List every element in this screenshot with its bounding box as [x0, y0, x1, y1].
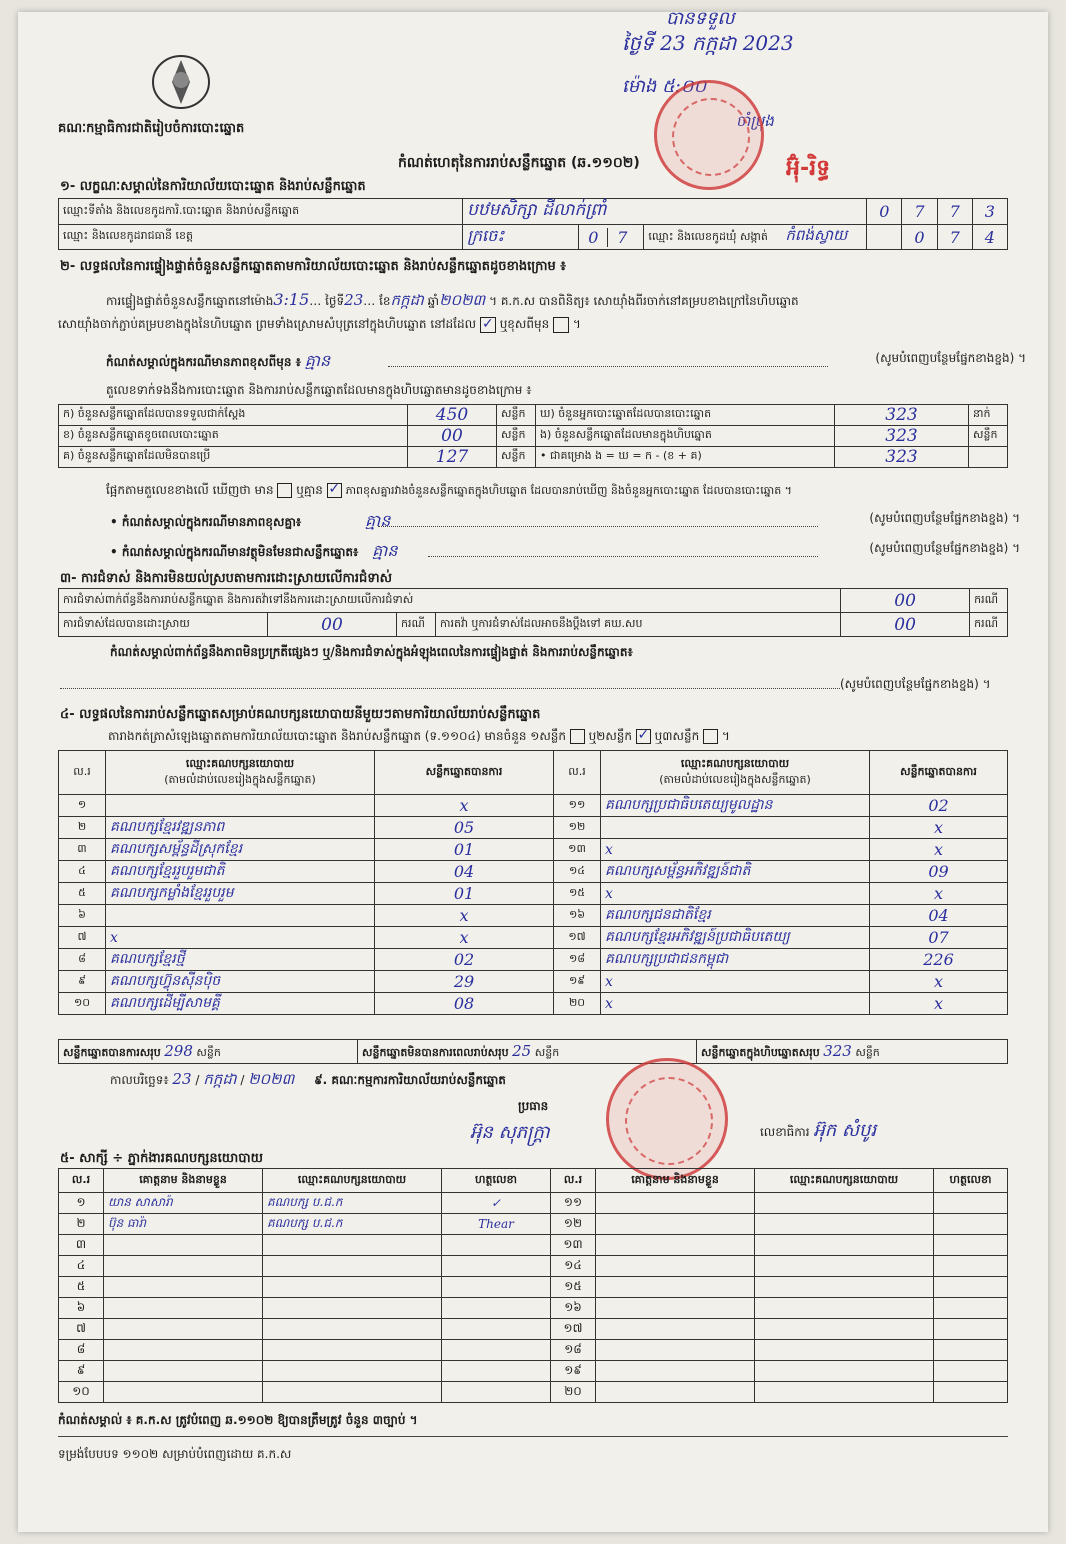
witness-number: ១២: [551, 1214, 596, 1235]
unused-ballots-value: 127: [408, 447, 497, 468]
witness-signature: [442, 1382, 551, 1403]
witness-name: [104, 1340, 263, 1361]
party-votes: 07: [870, 927, 1008, 949]
witness-number: ១៦: [551, 1298, 596, 1319]
results-table: ល.រ ឈ្មោះគណបក្សនយោបាយ (តាមលំដាប់លេខរៀងក្នុងសន្លឹកឆ្នោត) សន្លឹកឆ្នោតបានការ ល.រ ឈ្មោះគណបក្សនយោបាយ (តាមលំដាប់លេខរៀងក្នុងសន្លឹកឆ្នោត) សន្លឹកឆ្នោតបានការ ១ x ១១ គណបក្សប្រជាធិបតេយ្យមូលដ្ឋាន 02 ២ គណបក្សខ្មែរវឌ្ឍនភាព 05 ១២ x ៣ គណបក្សសម្ព័ន្ធដីស្រុកខ្មែរ 01 ១៣ x x ៤ គណបក្សខ្មែររួបរួមជាតិ 04 ១៤ គណបក្សសម្ព័ន្ធអភិវឌ្ឍន៍ជាតិ 09 ៥ គណបក្សកម្លាំងខ្មែររួបរួម 01 ១៥ x x ៦ x ១៦ គណបក្សជនជាតិខ្មែរ 04 ៧ x x ១៧ គណបក្សខ្មែរអភិវឌ្ឍន៍ប្រជាធិបតេយ្យ 07 ៨ គណបក្សខ្មែរថ្មី 02 ១៨ គណបក្សប្រជាជនកម្ពុជា 226 ៩ គណបក្សហ៊្វុនស៊ីនប៉ិច 29 ១៩ x x ១០ គណបក្សដើម្បីសាមគ្គី 08 ២០ x x: [58, 750, 1008, 1015]
witness-row: [59, 1340, 1008, 1361]
form-reference: ទម្រង់បែបបទ ១១០២ សម្រាប់បំពេញដោយ គ.ក.ស: [58, 1447, 292, 1461]
row-number: ៣: [59, 839, 106, 861]
witness-row: [59, 1256, 1008, 1277]
nec-emblem-icon: [150, 52, 212, 110]
verify-day: 23: [344, 291, 364, 309]
results-row: [59, 839, 1008, 861]
witness-number: ៨: [59, 1340, 104, 1361]
ballots-in-box-value: 323: [835, 426, 969, 447]
section2-heading: ២- លទ្ធផលនៃការផ្ទៀងផ្ទាត់ចំនួនសន្លឹកឆ្នោតតាមការិយាល័យបោះឆ្នោត និងរាប់សន្លឹកឆ្នោតដូចខាងក្រោម ៖: [60, 259, 566, 274]
witness-party: [755, 1256, 934, 1277]
ballots-in-box-label: ង) ចំនួនសន្លឹកឆ្នោតដែលមានក្នុងហិបឆ្នោត: [536, 426, 835, 447]
row-number: ១៩: [554, 971, 601, 993]
commune-code-digit: 0: [902, 225, 937, 250]
witness-party: [755, 1382, 934, 1403]
results-row: [59, 795, 1008, 817]
location-code-digit: 3: [972, 199, 1007, 225]
results-row: [59, 993, 1008, 1015]
row-number: ១៤: [554, 861, 601, 883]
row-number: ១២: [554, 817, 601, 839]
witness-name: [104, 1235, 263, 1256]
party-votes: x: [375, 927, 554, 949]
verification-line: ការផ្ទៀងផ្ទាត់ចំនួនសន្លឹកឆ្នោតនៅម៉ោង3:15… ថ្ងៃទី23… ខែកក្កដា ឆ្នាំ២០២៣ ។ គ.ក.ស បានពិនិត្យ៖ សោយ៉ាំងពីរចាក់នៅគម្របខាងក្រៅនៃហិបឆ្នោត: [106, 290, 799, 309]
witness-number: ២: [59, 1214, 104, 1235]
witness-name: [596, 1193, 755, 1214]
party-votes: 04: [870, 905, 1008, 927]
party-name: គណបក្សប្រជាធិបតេយ្យមូលដ្ឋាន: [601, 795, 870, 817]
party-name: គណបក្សជនជាតិខ្មែរ: [601, 905, 870, 927]
row-number: ៥: [59, 883, 106, 905]
appeal-label: ការតវ៉ា ឬការជំទាស់ដែលអាចនឹងប្ដឹងទៅ គឃ.សប: [436, 613, 841, 637]
witness-name: ប៊ុន ធារ៉ា: [104, 1214, 263, 1235]
results-row: [59, 861, 1008, 883]
witness-party: [755, 1319, 934, 1340]
section1-table: [58, 198, 1008, 250]
witness-name: [104, 1256, 263, 1277]
objections-label: ការជំទាស់ពាក់ព័ន្ធនឹងការរាប់សន្លឹកឆ្នោត និងការតវ៉ាទៅនឹងការដោះស្រាយលើការជំទាស់: [59, 589, 841, 613]
objections-table: ការជំទាស់ពាក់ព័ន្ធនឹងការរាប់សន្លឹកឆ្នោត និងការតវ៉ាទៅនឹងការដោះស្រាយលើការជំទាស់ 00 ករណី ការជំទាស់ដែលបានដោះស្រាយ 00 ករណី ការតវ៉ា ឬការជំទាស់ដែលអាចនឹងប្ដឹងទៅ គឃ.សប 00 ករណី: [58, 588, 1008, 637]
party-votes: 08: [375, 993, 554, 1015]
witness-number: ១៣: [551, 1235, 596, 1256]
witness-party: [263, 1235, 442, 1256]
witness-signature: [442, 1361, 551, 1382]
witness-party: [755, 1235, 934, 1256]
witness-signature: [934, 1235, 1008, 1256]
party-votes: x: [870, 971, 1008, 993]
witness-party: [263, 1382, 442, 1403]
commune-code-digit: 4: [972, 225, 1007, 250]
received-time: ម៉ោង ៥:០០: [622, 76, 707, 97]
difference-note-line: កំណត់សម្គាល់ក្នុងករណីមានភាពខុសពីមុន ៖ គ្មាន (សូមបំពេញបន្ថែមផ្នែកខាងខ្នង) ។: [106, 351, 1026, 370]
results-row: [59, 971, 1008, 993]
witness-party: [755, 1361, 934, 1382]
voters-value: 323: [835, 405, 969, 426]
witness-row: [59, 1361, 1008, 1382]
row-number: ៩: [59, 971, 106, 993]
row-number: ៨: [59, 949, 106, 971]
witness-signature: [934, 1298, 1008, 1319]
witness-signature: [934, 1193, 1008, 1214]
witness-signature: [442, 1298, 551, 1319]
results-row: [59, 927, 1008, 949]
party-name: [106, 905, 375, 927]
party-name: x: [601, 883, 870, 905]
witness-number: ១: [59, 1193, 104, 1214]
witness-signature: ✓: [442, 1193, 551, 1214]
received-date: ថ្ងៃទី 23 កក្កដា 2023: [622, 31, 794, 55]
witness-name: [596, 1340, 755, 1361]
chair-title: ប្រធាន: [518, 1099, 549, 1113]
witness-party: [755, 1298, 934, 1319]
results-totals: សន្លឹកឆ្នោតបានការសរុប 298 សន្លឹក សន្លឹកឆ្នោតមិនបានការពេលរាប់សរុប 25 សន្លឹក សន្លឹកឆ្នោតក្នុងហិបឆ្នោតសរុប 323 សន្លឹក: [58, 1039, 1008, 1064]
form-title: កំណត់ហេតុនៃការរាប់សន្លឹកឆ្នោត (ឆ.១១០២): [398, 155, 640, 171]
section1-heading: ១- លក្ខណៈសម្គាល់នៃការិយាល័យបោះឆ្នោត និងរាប់សន្លឹកឆ្នោត: [60, 179, 366, 194]
chair-signature: អ៊ុន សុភក្ត្រា: [470, 1122, 550, 1143]
formula-value: 323: [835, 447, 969, 468]
unused-ballots-label: គ) ចំនួនសន្លឹកឆ្នោតដែលមិនបានប្រើ: [59, 447, 408, 468]
tally-sheets-line: តារាងកត់ត្រាសំឡេងឆ្នោតតាមការិយាល័យបោះឆ្នោត និងរាប់សន្លឹកឆ្នោត (ទ.១១០៤) មានចំនួន ១សន្លឹក ឬ២សន្លឹក ✓ ឬ៣សន្លឹក ។: [108, 727, 730, 743]
province-label: ឈ្មោះ និងលេខកូដរាជធានី ខេត្ត: [59, 225, 463, 250]
location-code-digit: 0: [867, 199, 902, 225]
non-ballot-note-value: គ្មាន: [372, 541, 398, 560]
witness-party: គណបក្ស ប.ជ.ក: [263, 1193, 442, 1214]
witness-signature: [934, 1340, 1008, 1361]
witness-signature: [442, 1235, 551, 1256]
row-number: ៧: [59, 927, 106, 949]
row-number: ១៥: [554, 883, 601, 905]
party-votes: x: [870, 883, 1008, 905]
verify-time: 3:15: [273, 290, 310, 309]
verify-month: កក្កដា: [390, 291, 424, 309]
party-name: គណបក្សខ្មែរថ្មី: [106, 949, 375, 971]
voters-label: ឃ) ចំនួនអ្នកបោះឆ្នោតដែលបានបោះឆ្នោត: [536, 405, 835, 426]
party-name: គណបក្សហ៊្វុនស៊ីនប៉ិច: [106, 971, 375, 993]
one-sheet-checkbox[interactable]: [570, 729, 585, 744]
witness-party: [263, 1298, 442, 1319]
witness-row: [59, 1382, 1008, 1403]
sign-date: កាលបរិច្ឆេទ៖ 23 / កក្កដា / ២០២៣ ៩. គណៈកម្មការការិយាល័យរាប់សន្លឹកឆ្នោត: [110, 1070, 506, 1088]
secretary-title: លេខាធិការ: [760, 1125, 810, 1139]
difference-note: • កំណត់សម្គាល់ក្នុងករណីមានភាពខុសគ្នា៖ គ្មាន (សូមបំពេញបន្ថែមផ្នែកខាងខ្នង) ។: [110, 511, 1020, 530]
witness-number: ៧: [59, 1319, 104, 1340]
received-note: បានទទួល: [666, 8, 735, 29]
party-name: x: [106, 927, 375, 949]
party-votes: 226: [870, 949, 1008, 971]
witness-name: [596, 1361, 755, 1382]
party-votes: x: [870, 817, 1008, 839]
resolved-label: ការជំទាស់ដែលបានដោះស្រាយ: [59, 613, 268, 637]
witness-signature: [934, 1319, 1008, 1340]
party-name: គណបក្សខ្មែរអភិវឌ្ឍន៍ប្រជាធិបតេយ្យ: [601, 927, 870, 949]
party-name: [601, 817, 870, 839]
party-name: គណបក្សដើម្បីសាមគ្គី: [106, 993, 375, 1015]
witness-party: គណបក្ស ប.ជ.ក: [263, 1214, 442, 1235]
invalid-total: 25: [512, 1041, 532, 1060]
party-votes: x: [375, 905, 554, 927]
non-ballot-note: • កំណត់សម្គាល់ក្នុងករណីមានវត្ថុមិនមែនជាសន្លឹកឆ្នោត៖ គ្មាន (សូមបំពេញបន្ថែមផ្នែកខាងខ្នង) ។: [110, 541, 1020, 560]
received-ballots-value: 450: [408, 405, 497, 426]
witness-name: [104, 1361, 263, 1382]
inbox-total: 323: [823, 1041, 852, 1060]
witness-signature: [442, 1340, 551, 1361]
province-code-digit: 0: [579, 228, 608, 247]
witness-number: ៥: [59, 1277, 104, 1298]
party-name: x: [601, 839, 870, 861]
witness-name: [596, 1214, 755, 1235]
witness-name: [596, 1256, 755, 1277]
secretary-signature: អ៊ុក សំបូរ: [813, 1120, 877, 1141]
resolved-value: 00: [268, 613, 397, 637]
party-votes: 02: [870, 795, 1008, 817]
row-number: ១: [59, 795, 106, 817]
witness-number: ៩: [59, 1361, 104, 1382]
commune-label: ឈ្មោះ និងលេខកូដឃុំ សង្កាត់: [648, 230, 768, 243]
party-name: គណបក្សប្រជាជនកម្ពុជា: [601, 949, 870, 971]
section5-heading: ៥- សាក្សី ÷ ភ្នាក់ងារគណបក្សនយោបាយ: [60, 1151, 263, 1166]
party-votes: 02: [375, 949, 554, 971]
row-number: ១៦: [554, 905, 601, 927]
witness-number: ៣: [59, 1235, 104, 1256]
witness-party: [263, 1277, 442, 1298]
witness-name: [596, 1319, 755, 1340]
witness-row: [59, 1298, 1008, 1319]
no-difference-checkbox[interactable]: ✓: [328, 481, 341, 497]
witness-name: យាន សាសារ៉ា: [104, 1193, 263, 1214]
witness-signature: [934, 1256, 1008, 1277]
has-difference-checkbox[interactable]: [277, 483, 292, 498]
verify-year: ២០២៣: [439, 291, 486, 309]
witness-name: [596, 1235, 755, 1256]
footer-note: កំណត់សម្គាល់ ៖ គ.ក.ស ត្រូវបំពេញ ឆ.១១០២ ឱ្យបានត្រឹមត្រូវ ចំនួន ៣ច្បាប់ ។: [58, 1413, 418, 1427]
party-votes: x: [870, 839, 1008, 861]
party-name: គណបក្សខ្មែររួបរួមជាតិ: [106, 861, 375, 883]
witness-signature: [934, 1382, 1008, 1403]
witness-name: [104, 1319, 263, 1340]
witness-signature: [442, 1277, 551, 1298]
party-name: គណបក្សសម្ព័ន្ធដីស្រុកខ្មែរ: [106, 839, 375, 861]
witness-name: [104, 1277, 263, 1298]
witness-number: ១៧: [551, 1319, 596, 1340]
party-votes: 09: [870, 861, 1008, 883]
party-name: x: [601, 971, 870, 993]
witness-party: [263, 1256, 442, 1277]
location-value: បឋមសិក្សា ដីលាក់ព្រាំ: [463, 199, 867, 225]
valid-total: 298: [164, 1041, 193, 1060]
row-number: ១១: [554, 795, 601, 817]
changed-checkbox[interactable]: [553, 317, 569, 333]
witness-row: [59, 1193, 1008, 1214]
witness-row: [59, 1214, 1008, 1235]
difference-note-value-2: គ្មាន: [364, 511, 391, 530]
witness-number: ១៩: [551, 1361, 596, 1382]
witness-number: ២០: [551, 1382, 596, 1403]
results-row: [59, 949, 1008, 971]
row-number: ២: [59, 817, 106, 839]
witness-name: [104, 1382, 263, 1403]
row-number: ៤: [59, 861, 106, 883]
witness-signature: [934, 1361, 1008, 1382]
appeal-value: 00: [841, 613, 970, 637]
witness-number: ៦: [59, 1298, 104, 1319]
witness-row: [59, 1319, 1008, 1340]
two-sheets-checkbox[interactable]: ✓: [637, 727, 650, 743]
province-value: ក្រចេះ: [463, 225, 579, 250]
results-row: [59, 905, 1008, 927]
unchanged-checkbox[interactable]: ✓: [480, 317, 496, 333]
location-label: ឈ្មោះទីតាំង និងលេខកូដការិ.បោះឆ្នោត និងរាប់សន្លឹកឆ្នោត: [59, 199, 463, 225]
official-stamp-bottom: [606, 1058, 728, 1180]
witness-signature: [934, 1214, 1008, 1235]
witness-name: [104, 1298, 263, 1319]
witness-party: [755, 1340, 934, 1361]
figures-table: ក) ចំនួនសន្លឹកឆ្នោតដែលបានទទួលជាក់ស្តែង 450 សន្លឹក ឃ) ចំនួនអ្នកបោះឆ្នោតដែលបានបោះឆ្នោត 323 នាក់ ខ) ចំនួនសន្លឹកឆ្នោតខូចពេលបោះឆ្នោត 00 សន្លឹក ង) ចំនួនសន្លឹកឆ្នោតដែលមានក្នុងហិបឆ្នោត 323 សន្លឹក គ) ចំនួនសន្លឹកឆ្នោតដែលមិនបានប្រើ 127 សន្លឹក • ជាគម្រោង ង = ឃ = ក - (ខ + គ) 323: [58, 404, 1008, 468]
province-code-digit: 7: [617, 227, 628, 247]
party-name: គណបក្សសម្ព័ន្ធអភិវឌ្ឍន៍ជាតិ: [601, 861, 870, 883]
seal-status-line: សោយ៉ាំងចាក់ភ្ជាប់គម្របខាងក្នុងនៃហិបឆ្នោត ព្រមទាំងស្រោមសំបុត្រនៅក្នុងហិបឆ្នោត នៅដដែល ✓ ឬខុសពីមុន ។: [58, 315, 581, 332]
results-row: [59, 817, 1008, 839]
commune-value: កំពង់ស្វាយ: [785, 226, 848, 244]
commune-code-digit: 7: [937, 225, 972, 250]
received-official: ចាំប្រុង: [736, 112, 774, 130]
party-name: គណបក្សកម្លាំងខ្មែររួបរួម: [106, 883, 375, 905]
three-sheets-checkbox[interactable]: [703, 729, 718, 744]
witness-number: ៤: [59, 1256, 104, 1277]
committee-name: គណៈកម្មាធិការជាតិរៀបចំការបោះឆ្នោត: [58, 121, 245, 136]
witness-name: [596, 1298, 755, 1319]
irregularity-note: កំណត់សម្គាល់ពាក់ព័ន្ធនឹងភាពមិនប្រក្រតីផ្សេងៗ ឬ/និងការជំទាស់ក្នុងអំឡុងពេលនៃការផ្ទៀងផ្ទាត់ និងការរាប់សន្លឹកឆ្នោត៖: [110, 645, 633, 659]
witness-row: [59, 1277, 1008, 1298]
row-number: ១៣: [554, 839, 601, 861]
section3-heading: ៣- ការជំទាស់ និងការមិនយល់ស្របតាមការដោះស្រាយលើការជំទាស់: [60, 571, 392, 586]
party-votes: x: [375, 795, 554, 817]
witness-name: [596, 1382, 755, 1403]
official-stamp-top: [654, 80, 764, 190]
party-votes: x: [870, 993, 1008, 1015]
received-ballots-label: ក) ចំនួនសន្លឹកឆ្នោតដែលបានទទួលជាក់ស្តែង: [59, 405, 408, 426]
row-number: ១៨: [554, 949, 601, 971]
witness-signature: Thear: [442, 1214, 551, 1235]
witness-party: [263, 1361, 442, 1382]
party-votes: 05: [375, 817, 554, 839]
party-name: គណបក្សខ្មែរវឌ្ឍនភាព: [106, 817, 375, 839]
red-signature-name: អ៊ុំ-រិទ្ធ: [786, 156, 831, 181]
row-number: ១០: [59, 993, 106, 1015]
witness-number: ១០: [59, 1382, 104, 1403]
difference-note-value: គ្មាន: [304, 351, 331, 370]
section4-heading: ៤- លទ្ធផលនៃការរាប់សន្លឹកឆ្នោតសម្រាប់គណបក្សនយោបាយនីមួយៗតាមការិយាល័យរាប់សន្លឹកឆ្នោត: [60, 707, 541, 722]
witness-signature: [442, 1319, 551, 1340]
spoiled-ballots-label: ខ) ចំនួនសន្លឹកឆ្នោតខូចពេលបោះឆ្នោត: [59, 426, 408, 447]
party-votes: 01: [375, 839, 554, 861]
party-votes: 04: [375, 861, 554, 883]
form-sheet: បានទទួល ថ្ងៃទី 23 កក្កដា 2023 ម៉ោង ៥:០០ ចាំប្រុង អ៊ុំ-រិទ្ធ គណៈកម្មាធិការជាតិរៀបចំការបោះឆ្នោត កំណត់ហេតុនៃការរាប់សន្លឹកឆ្នោត (ឆ.១១០២) ១- លក្ខណៈសម្គាល់នៃការិយាល័យបោះឆ្នោត និងរាប់សន្លឹកឆ្នោត ឈ្មោះទីតាំង និងលេខកូដការិ.បោះឆ្នោត និងរាប់សន្លឹកឆ្នោត បឋមសិក្សា ដីលាក់ព្រាំ 0 7 7 3 ឈ្មោះ និងលេខកូដរាជធានី ខេត្ត ក្រចេះ 0 7 ឈ្មោះ និងលេខកូដឃុំ សង្កាត់ កំពង់ស្វាយ 0 7 4 ២- លទ្ធផលនៃការផ្ទៀងផ្ទាត់ចំនួនសន្លឹកឆ្នោតតាមការិយាល័យបោះឆ្នោត និងរាប់សន្លឹកឆ្នោតដូចខាងក្រោម ៖ ការផ្ទៀងផ្ទាត់ចំនួនសន្លឹកឆ្នោតនៅម៉ោង3:15… ថ្ងៃទី23… ខែកក្កដា ឆ្នាំ២០២៣ ។ គ.ក.ស បានពិនិត្យ៖ សោយ៉ាំងពីរចាក់នៅគម្របខាងក្រៅនៃហិបឆ្នោត សោយ៉ាំងចាក់ភ្ជាប់គម្របខាងក្នុងនៃហិបឆ្នោត ព្រមទាំងស្រោមសំបុត្រនៅក្នុងហិបឆ្នោត នៅដដែល ✓ ឬខុសពីមុន ។ កំណត់សម្គាល់ក្នុងករណីមានភាពខុសពីមុន ៖ គ្មាន (សូមបំពេញបន្ថែមផ្នែកខាងខ្នង) ។ តួលេខទាក់ទងនឹងការបោះឆ្នោត និងការរាប់សន្លឹកឆ្នោតដែលមានក្នុងហិបឆ្នោតមានដូចខាងក្រោម ៖ ក) ចំនួនសន្លឹកឆ្នោតដែលបានទទួលជាក់ស្តែង 450 សន្លឹក ឃ) ចំនួនអ្នកបោះឆ្នោតដែលបានបោះឆ្នោត 323 នាក់ ខ) ចំនួនសន្លឹកឆ្នោតខូចពេលបោះឆ្នោត 00 សន្លឹក ង) ចំនួនសន្លឹកឆ្នោតដែលមានក្នុងហិបឆ្នោត 323 សន្លឹក គ) ចំនួនសន្លឹកឆ្នោតដែលមិនបានប្រើ 127 សន្លឹក • ជាគម្រោង ង = ឃ = ក - (ខ + គ) 323 ផ្អែកតាមតួលេខខាងលើ ឃើញថា មាន ឬគ្មាន ✓ ភាពខុសគ្នារវាងចំនួនសន្លឹកឆ្នោតក្នុងហិបឆ្នោត ដែលបានរាប់ឃើញ និងចំនួនអ្នកបោះឆ្នោត ដែលបានបោះឆ្នោត ។ • កំណត់សម្គាល់ក្នុងករណីមានភាពខុសគ្នា៖ គ្មាន (សូមបំពេញបន្ថែមផ្នែកខាងខ្នង) ។ • កំណត់សម្គាល់ក្នុងករណីមានវត្ថុមិនមែនជាសន្លឹកឆ្នោត៖ គ្មាន (សូមបំពេញបន្ថែមផ្នែកខាងខ្នង) ។ ៣- ការជំទាស់ និងការមិនយល់ស្របតាមការដោះស្រាយលើការជំទាស់ ការជំទាស់ពាក់ព័ន្ធនឹងការរាប់សន្លឹកឆ្នោត និងការតវ៉ាទៅនឹងការដោះស្រាយលើការជំទាស់ 00 ករណី ការជំទាស់ដែលបានដោះស្រាយ 00 ករណី ការតវ៉ា ឬការជំទាស់ដែលអាចនឹងប្ដឹងទៅ គឃ.សប 00 ករណី កំណត់សម្គាល់ពាក់ព័ន្ធនឹងភាពមិនប្រក្រតីផ្សេងៗ ឬ/និងការជំទាស់ក្នុងអំឡុងពេលនៃការផ្ទៀងផ្ទាត់ និងការរាប់សន្លឹកឆ្នោត៖ (សូមបំពេញបន្ថែមផ្នែកខាងខ្នង) ។ ៤- លទ្ធផលនៃការរាប់សន្លឹកឆ្នោតសម្រាប់គណបក្សនយោបាយនីមួយៗតាមការិយាល័យរាប់សន្លឹកឆ្នោត តារាងកត់ត្រាសំឡេងឆ្នោតតាមការិយាល័យបោះឆ្នោត និងរាប់សន្លឹកឆ្នោត (ទ.១១០៤) មានចំនួន ១សន្លឹក ឬ២សន្លឹក ✓ ឬ៣សន្លឹក ។ ល.រ ឈ្មោះគណបក្សនយោបាយ (តាមលំដាប់លេខរៀងក្នុងសន្លឹកឆ្នោត) សន្លឹកឆ្នោតបានការ ល.រ ឈ្មោះគណបក្សនយោបាយ (តាមលំដាប់លេខរៀងក្នុងសន្លឹកឆ្នោត) សន្លឹកឆ្នោតបានការ ១ x ១១ គណបក្សប្រជាធិបតេយ្យមូលដ្ឋាន 02 ២ គណបក្សខ្មែរវឌ្ឍនភាព 05 ១២ x ៣ គណបក្សសម្ព័ន្ធដីស្រុកខ្មែរ 01 ១៣ x x ៤ គណបក្សខ្មែររួបរួមជាតិ 04 ១៤ គណបក្សសម្ព័ន្ធអភិវឌ្ឍន៍ជាតិ 09 ៥ គណបក្សកម្លាំងខ្មែររួបរួម 01 ១៥ x x ៦ x ១៦ គណបក្សជនជាតិខ្មែរ 04 ៧ x x ១៧ គណបក្សខ្មែរអភិវឌ្ឍន៍ប្រជាធិបតេយ្យ 07 ៨ គណបក្សខ្មែរថ្មី 02 ១៨ គណបក្សប្រជាជនកម្ពុជា 226 ៩ គណបក្សហ៊្វុនស៊ីនប៉ិច 29 ១៩ x x ១០ គណបក្សដើម្បីសាមគ្គី 08 ២០ x x សន្លឹកឆ្នោតបានការសរុប 298 សន្លឹក សន្លឹកឆ្នោតមិនបានការពេលរាប់សរុប 25 សន្លឹក សន្លឹកឆ្នោតក្នុងហិបឆ្នោតសរុប 323 សន្លឹក កាលបរិច្ឆេទ៖ 23 / កក្កដា / ២០២៣ ៩. គណៈកម្មការការិយាល័យរាប់សន្លឹកឆ្នោត ប្រធាន អ៊ុន សុភក្ត្រា លេខាធិការ អ៊ុក សំបូរ ៥- សាក្សី ÷ ភ្នាក់ងារគណបក្សនយោបាយ ល.រ គោត្តនាម និងនាមខ្លួន ឈ្មោះគណបក្សនយោបាយ ហត្ថលេខា ល.រ គោត្តនាម និងនាមខ្លួន ឈ្មោះគណបក្សនយោបាយ ហត្ថលេខា ១ យាន សាសារ៉ា គណបក្ស ប.ជ.ក ✓ ១១ ២ ប៊ុន ធារ៉ា គណបក្ស ប.ជ.ក Thear ១២ ៣ ១៣ ៤ ១៤ ៥ ១៥ ៦ ១៦ ៧ ១៧ ៨ ១៨ ៩ ១៩ ១០ ២០ កំណត់សម្គាល់ ៖ គ.ក.ស ត្រូវបំពេញ ឆ.១១០២ ឱ្យបានត្រឹមត្រូវ ចំនួន ៣ច្បាប់ ។ ទម្រង់បែបបទ ១១០២ សម្រាប់បំពេញដោយ គ.ក.ស: [18, 12, 1048, 1532]
difference-compare-line: ផ្អែកតាមតួលេខខាងលើ ឃើញថា មាន ឬគ្មាន ✓ ភាពខុសគ្នារវាងចំនួនសន្លឹកឆ្នោតក្នុងហិបឆ្នោត ដែលបានរាប់ឃើញ និងចំនួនអ្នកបោះឆ្នោត ដែលបានបោះឆ្នោត ។: [106, 481, 792, 497]
party-name: [106, 795, 375, 817]
witness-table: ល.រ គោត្តនាម និងនាមខ្លួន ឈ្មោះគណបក្សនយោបាយ ហត្ថលេខា ល.រ គោត្តនាម និងនាមខ្លួន ឈ្មោះគណបក្សនយោបាយ ហត្ថលេខា ១ យាន សាសារ៉ា គណបក្ស ប.ជ.ក ✓ ១១ ២ ប៊ុន ធារ៉ា គណបក្ស ប.ជ.ក Thear ១២ ៣ ១៣ ៤ ១៤ ៥ ១៥ ៦ ១៦ ៧ ១៧ ៨ ១៨ ៩ ១៩ ១០ ២០: [58, 1168, 1008, 1403]
witness-number: ១៨: [551, 1340, 596, 1361]
witness-party: [263, 1340, 442, 1361]
witness-signature: [934, 1277, 1008, 1298]
witness-party: [755, 1214, 934, 1235]
party-votes: 01: [375, 883, 554, 905]
results-row: [59, 883, 1008, 905]
party-name: x: [601, 993, 870, 1015]
witness-signature: [442, 1256, 551, 1277]
formula-label: • ជាគម្រោង ង = ឃ = ក - (ខ + គ): [536, 447, 835, 468]
witness-name: [596, 1277, 755, 1298]
witness-party: [755, 1193, 934, 1214]
witness-number: ១១: [551, 1193, 596, 1214]
row-number: ២០: [554, 993, 601, 1015]
objections-value: 00: [841, 589, 970, 613]
witness-party: [755, 1277, 934, 1298]
witness-number: ១៤: [551, 1256, 596, 1277]
row-number: ៦: [59, 905, 106, 927]
location-code-digit: 7: [937, 199, 972, 225]
spoiled-ballots-value: 00: [408, 426, 497, 447]
witness-number: ១៥: [551, 1277, 596, 1298]
figures-intro: តួលេខទាក់ទងនឹងការបោះឆ្នោត និងការរាប់សន្លឹកឆ្នោតដែលមានក្នុងហិបឆ្នោតមានដូចខាងក្រោម ៖: [106, 383, 532, 397]
row-number: ១៧: [554, 927, 601, 949]
witness-party: [263, 1319, 442, 1340]
party-votes: 29: [375, 971, 554, 993]
witness-row: [59, 1235, 1008, 1256]
location-code-digit: 7: [902, 199, 937, 225]
